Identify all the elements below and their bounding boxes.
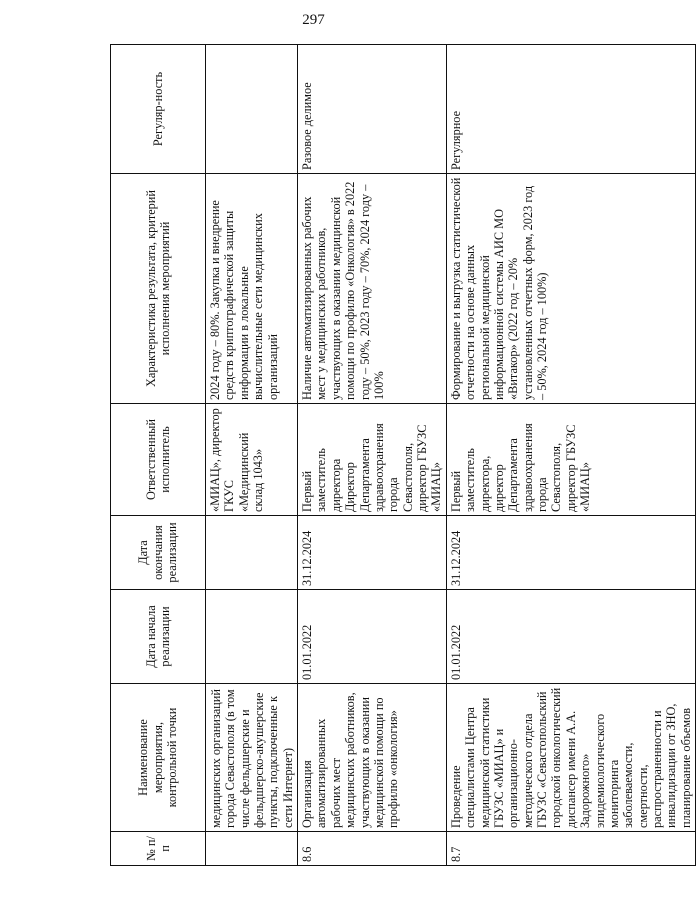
header-characteristic: Характеристика результата, критерий исполнения мероприятий	[111, 174, 206, 404]
page-number: 297	[302, 12, 325, 28]
measures-table	[110, 44, 696, 866]
header-regularity: Регуляр-ность	[111, 45, 206, 174]
cell-name: медицинских организаций города Севастополя (в том числе фельдшерские и фельдшерско-акушерские пункты, подключенные к сети Интернет)	[206, 684, 298, 832]
cell-end-date: 31.12.2024	[446, 516, 695, 590]
cell-characteristic: 2024 году – 80%. Закупка и внедрение средств криптографической защиты информации в локальные вычислительные сети медицинских организаций	[206, 174, 298, 404]
cell-regularity	[206, 45, 298, 174]
cell-num: 8.7	[446, 832, 695, 866]
table-row	[298, 45, 447, 866]
header-name: Наименование мероприятия, контрольной точки	[111, 684, 206, 832]
cell-start-date: 01.01.2022	[446, 590, 695, 684]
cell-num: 8.6	[298, 832, 447, 866]
table-header-row	[111, 45, 206, 866]
header-responsible: Ответственный исполнитель	[111, 404, 206, 516]
header-end-date: Дата окончания реализации	[111, 516, 206, 590]
cell-responsible: Первый заместитель директора, директор Департамента здравоохранения города Севастополя, директор ГБУЗС «МИАЦ»	[446, 404, 695, 516]
cell-name: Организация автоматизированных рабочих мест медицинских работников, участвующих в оказании медицинской помощи по профилю «онкология»	[298, 684, 447, 832]
header-num: № п/п	[111, 832, 206, 866]
cell-start-date	[206, 590, 298, 684]
cell-regularity: Регулярное	[446, 45, 695, 174]
cell-regularity: Разовое делимое	[298, 45, 447, 174]
cell-name: Проведение специалистами Центра медицинской статистики ГБУЗС «МИАЦ» и организационно-методического отдела ГБУЗС «Севастопольский городской онкологический диспансер имени А.А. Задорожного» эпидемиологического мониторинга заболеваемости, смертности, распространенности и инвалидизации от ЗНО, планирование объемов	[446, 684, 695, 832]
cell-start-date: 01.01.2022	[298, 590, 447, 684]
cell-num	[206, 832, 298, 866]
cell-end-date: 31.12.2024	[298, 516, 447, 590]
cell-responsible: Первый заместитель директора Директор Департамента здравоохранения города Севастополя, директор ГБУЗС «МИАЦ»	[298, 404, 447, 516]
cell-characteristic: Формирование и выгрузка статистической отчетности на основе данных региональной медицинской информационной системы АИС МО «Витакор» (2022 год – 20% установленных отчетных форм, 2023 год – 50%, 2024 год – 100%)	[446, 174, 695, 404]
cell-characteristic: Наличие автоматизированных рабочих мест у медицинских работников, участвующих в оказании медицинской помощи по профилю «Онкология» в 2022 году – 50%, 2023 году – 70%, 2024 году – 100%	[298, 174, 447, 404]
table-row	[446, 45, 695, 866]
rotated-table-container	[110, 45, 693, 866]
table-row	[206, 45, 298, 866]
cell-end-date	[206, 516, 298, 590]
cell-responsible: «МИАЦ», директор ГКУС «Медицинский склад 1043»	[206, 404, 298, 516]
header-start-date: Дата начала реализации	[111, 590, 206, 684]
